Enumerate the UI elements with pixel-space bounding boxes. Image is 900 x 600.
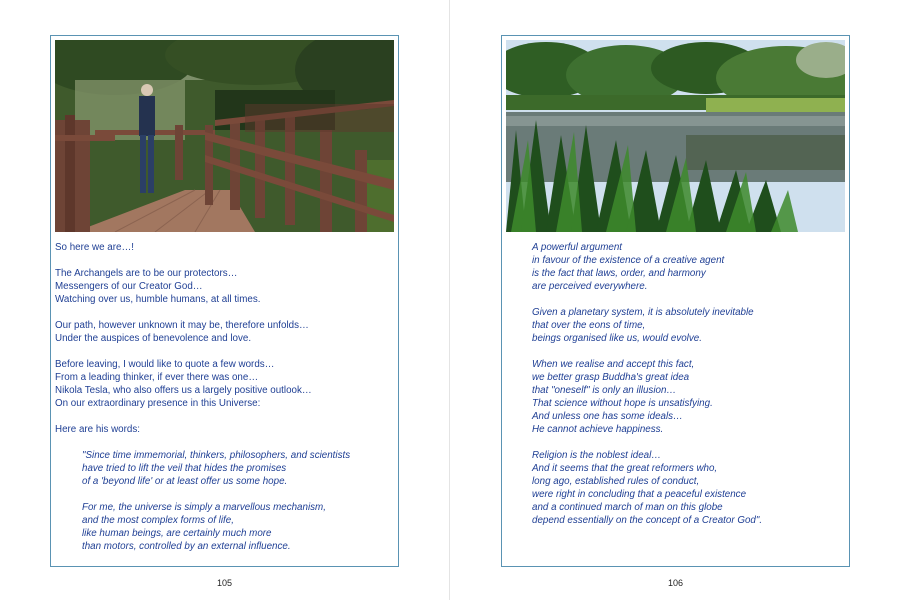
text-line: Before leaving, I would like to quote a few words…	[55, 359, 275, 370]
text-line: that "oneself" is only an illusion…	[532, 385, 677, 396]
text-line: that over the eons of time,	[532, 320, 646, 331]
page-number: 106	[667, 578, 684, 588]
text-line: A powerful argument	[532, 242, 623, 253]
book-spine	[449, 0, 450, 600]
text-line: On our extraordinary presence in this Universe:	[55, 398, 261, 409]
boardwalk-photo	[55, 40, 394, 232]
content-frame	[50, 35, 399, 567]
quote-line: For me, the universe is simply a marvellous mechanism,	[82, 502, 326, 513]
text-line: Given a planetary system, it is absolutely inevitable	[532, 307, 754, 318]
lake-photo	[506, 40, 845, 232]
text-line: So here we are…!	[55, 242, 134, 253]
text-line: long ago, established rules of conduct,	[532, 476, 700, 487]
text-line: are perceived everywhere.	[532, 281, 648, 292]
text-line: Religion is the noblest ideal…	[532, 450, 662, 461]
page-105	[0, 0, 449, 600]
text-line: Here are his words:	[55, 424, 140, 435]
text-line: were right in concluding that a peaceful existence	[532, 489, 747, 500]
text-line: depend essentially on the concept of a Creator God".	[532, 515, 763, 526]
tesla-quote	[55, 449, 395, 553]
body-text	[55, 241, 395, 553]
text-line: is the fact that laws, order, and harmony	[532, 268, 706, 279]
quote-line: of a 'beyond life' or at least offer us some hope.	[82, 476, 288, 487]
text-line: That science without hope is unsatisfying.	[532, 398, 713, 409]
text-line: Messengers of our Creator God…	[55, 281, 203, 292]
text-line: When we realise and accept this fact,	[532, 359, 695, 370]
page-number: 105	[216, 578, 233, 588]
text-line: From a leading thinker, if ever there was one…	[55, 372, 259, 383]
quote-line: than motors, controlled by an external influence.	[82, 541, 291, 552]
page-106	[451, 0, 900, 600]
text-line: Nikola Tesla, who also offers us a largely positive outlook…	[55, 385, 312, 396]
text-line: Our path, however unknown it may be, therefore unfolds…	[55, 320, 309, 331]
quote-line: have tried to lift the veil that hides the promises	[82, 463, 287, 474]
text-line: Under the auspices of benevolence and love.	[55, 333, 252, 344]
text-line: we better grasp Buddha's great idea	[532, 372, 690, 383]
text-line: in favour of the existence of a creative agent	[532, 255, 725, 266]
text-line: And it seems that the great reformers who,	[532, 463, 718, 474]
quote-line: and the most complex forms of life,	[82, 515, 234, 526]
text-line: He cannot achieve happiness.	[532, 424, 664, 435]
text-line: Watching over us, humble humans, at all times.	[55, 294, 261, 305]
content-frame	[501, 35, 850, 567]
quote-line: like human beings, are certainly much more	[82, 528, 272, 539]
text-line: The Archangels are to be our protectors…	[55, 268, 238, 279]
text-line: And unless one has some ideals…	[532, 411, 683, 422]
text-line: and a continued march of man on this globe	[532, 502, 723, 513]
quote-line: "Since time immemorial, thinkers, philosophers, and scientists	[82, 450, 351, 461]
text-line: beings organised like us, would evolve.	[532, 333, 702, 344]
body-text	[532, 241, 842, 527]
